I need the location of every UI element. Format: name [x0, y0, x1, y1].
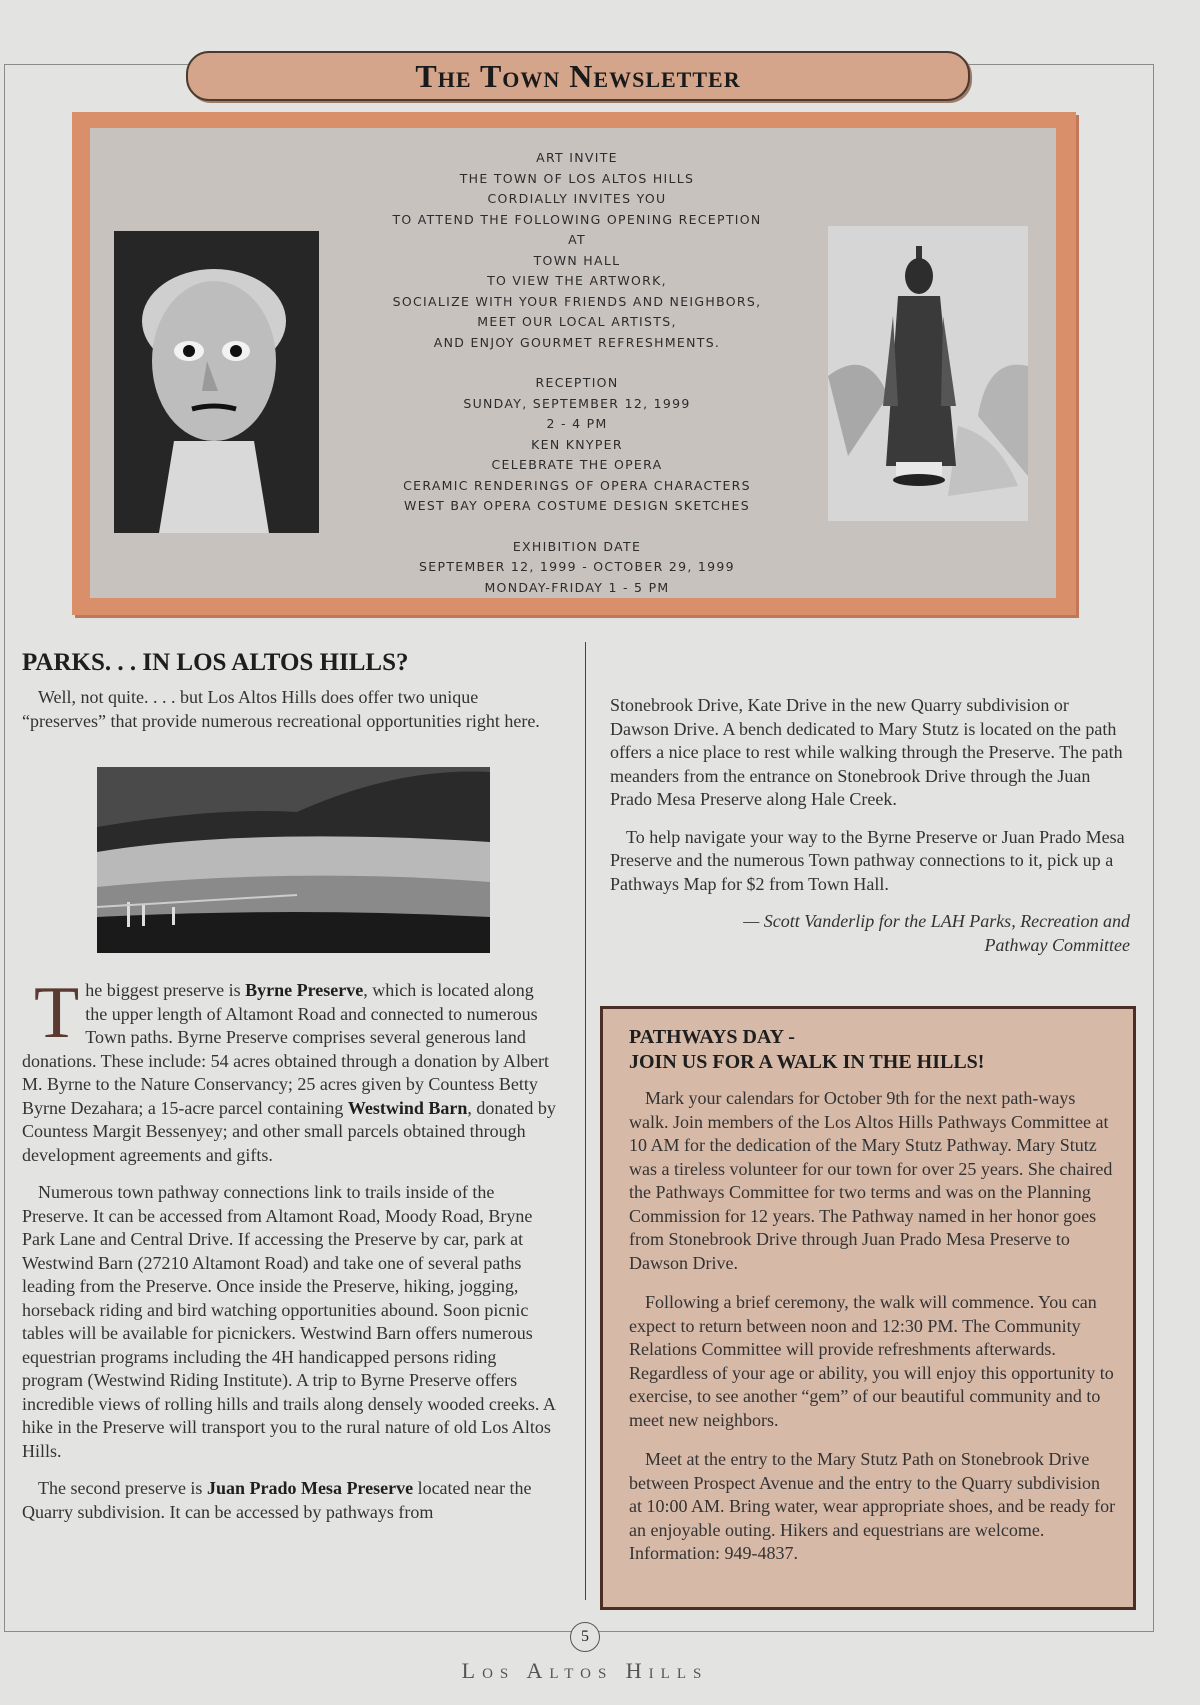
- second-preserve-paragraph: The second preserve is Juan Prado Mesa Preserve located near the Quarry subdivision. It can be accessed by pathways from: [22, 1478, 532, 1522]
- article-credit: — Scott Vanderlip for the LAH Parks, Recreation and Pathway Committee: [743, 911, 1130, 955]
- pathways-heading: PATHWAYS DAY - JOIN US FOR A WALK IN THE HILLS!: [629, 1026, 985, 1073]
- invite-line: WEST BAY OPERA COSTUME DESIGN SKETCHES: [404, 498, 750, 513]
- art-invite-panel: [90, 128, 1056, 598]
- drop-cap: T: [34, 972, 80, 1054]
- invite-line: SOCIALIZE WITH YOUR FRIENDS AND NEIGHBORS,: [392, 293, 762, 309]
- byrne-preserve-name: Byrne Preserve: [245, 980, 364, 1000]
- invite-line: MONDAY-FRIDAY 1 - 5 PM: [484, 579, 670, 595]
- pathways-map-paragraph: To help navigate your way to the Byrne Preserve or Juan Prado Mesa Preserve and the numerous Town pathway connections to it, pick up a Pathways Map for $2 from Town Hall.: [610, 826, 1125, 894]
- invite-line: TO VIEW THE ARTWORK,: [487, 273, 667, 288]
- parks-article-continued: [610, 694, 1130, 957]
- invite-line: CERAMIC RENDERINGS OF OPERA CHARACTERS: [403, 477, 751, 493]
- invite-line: TOWN HALL: [533, 252, 621, 268]
- art-invite-card: [72, 112, 1076, 615]
- invite-line: CORDIALLY INVITES YOU: [487, 191, 667, 206]
- juan-prado-preserve-name: Juan Prado Mesa Preserve: [206, 1478, 414, 1498]
- pathways-paragraph: Following a brief ceremony, the walk will commence. You can expect to return between noon and 12:30 PM. The Community Relations Committee will provide refreshments afterwards. Regardless of your age or ability, you will enjoy this opportunity to exercise, to see another “gem” of our beautiful community and to meet new neighbors.: [629, 1292, 1114, 1430]
- newsletter-title: The Town Newsletter: [186, 51, 970, 101]
- invite-line: SEPTEMBER 12, 1999 - OCTOBER 29, 1999: [419, 559, 735, 574]
- invite-line: RECEPTION: [535, 375, 619, 390]
- parks-intro: Well, not quite. . . . but Los Altos Hills does offer two unique “preserves” that provide numerous recreational opportunities right here.: [22, 687, 540, 731]
- invite-line: TO ATTEND THE FOLLOWING OPENING RECEPTION AT: [392, 211, 762, 247]
- invite-line: MEET OUR LOCAL ARTISTS,: [477, 314, 677, 329]
- invite-line: EXHIBITION DATE: [512, 538, 642, 554]
- invite-line: CELEBRATE THE OPERA: [491, 457, 663, 472]
- continued-paragraph: Stonebrook Drive, Kate Drive in the new Quarry subdivision or Dawson Drive. A bench dedicated to Mary Stutz is located on the path offers a nice place to rest while walking through the Preserve. The path meanders from the entrance on Stonebrook Drive through the Juan Prado Mesa Preserve along Hale Creek.: [610, 695, 1123, 809]
- footer-town-name: Los Altos Hills: [461, 1658, 709, 1683]
- invite-line: 2 - 4 PM: [546, 416, 608, 431]
- parks-article: [22, 648, 557, 1538]
- landscape-photo: [97, 767, 490, 953]
- invite-line: SUNDAY, SEPTEMBER 12, 1999: [463, 395, 691, 411]
- westwind-barn-name: Westwind Barn: [347, 1097, 468, 1118]
- invite-line: ART INVITE: [536, 150, 618, 165]
- access-paragraph: Numerous town pathway connections link to trails inside of the Preserve. It can be accessed from Altamont Road, Moody Road, Bryne Park Lane and Central Drive. If accessing the Preserve by car, park at Westwind Barn (27210 Altamont Road) and take one of several paths leading from the Preserve. Once inside the Preserve, hiking, jogging, horseback riding and bird watching opportunities abound. Soon picnic tables will be available for picnickers. Westwind Barn offers numerous equestrian programs including the 4H handicapped persons riding program (Westwind Riding Institute). A trip to Byrne Preserve offers incredible views of rolling hills and trails along densely wooded creeks. A hike in the Preserve will transport you to the rural nature of old Los Altos Hills.: [22, 1182, 555, 1461]
- costume-figure-photo: [828, 226, 1028, 521]
- pathways-paragraph: Meet at the entry to the Mary Stutz Path on Stonebrook Drive between Prospect Avenue and the entry to the Quarry subdivision at 10:00 AM. Bring water, wear appropriate shoes, and be ready for an enjoyable outing. Hikers and equestrians are welcome. Information: 949-4837.: [629, 1449, 1116, 1563]
- invite-line: THE TOWN OF LOS ALTOS HILLS: [459, 170, 695, 186]
- ceramic-head-photo: [114, 231, 319, 533]
- parks-heading: PARKS. . . IN LOS ALTOS HILLS?: [22, 649, 409, 676]
- page-number: 5: [570, 1622, 600, 1652]
- pathways-paragraph: Mark your calendars for October 9th for the next path-ways walk. Join members of the Los Altos Hills Pathways Committee at 10 AM for the dedication of the Mary Stutz Pathway. Mary Stutz was a tireless volunteer for our town for over 25 years. She chaired the Pathways Committee for two terms and was on the Planning Commission for 12 years. The Pathway named in her honor goes from Stonebrook Drive through Juan Prado Mesa Preserve to Dawson Drive.: [629, 1088, 1113, 1273]
- pathways-day-box: [600, 1006, 1136, 1610]
- invitation-text: [382, 148, 772, 598]
- invite-line: AND ENJOY GOURMET REFRESHMENTS.: [433, 334, 721, 350]
- column-divider: [585, 642, 586, 1600]
- byrne-paragraph: The biggest preserve is Byrne Preserve, which is located along the upper length of Altamont Road and connected to numerous Town paths. Byrne Preserve comprises several generous land donations. These include: 54 acres obtained through a donation by Albert M. Byrne to the Nature Conservancy; 25 acres given by Countess Betty Byrne Dezahara; a 15-acre parcel containing Westwind Barn, donated by Countess Margit Bessenyey; and other small parcels obtained through development agreements and gifts.: [22, 972, 556, 1165]
- invite-line: KEN KNYPER: [531, 436, 623, 452]
